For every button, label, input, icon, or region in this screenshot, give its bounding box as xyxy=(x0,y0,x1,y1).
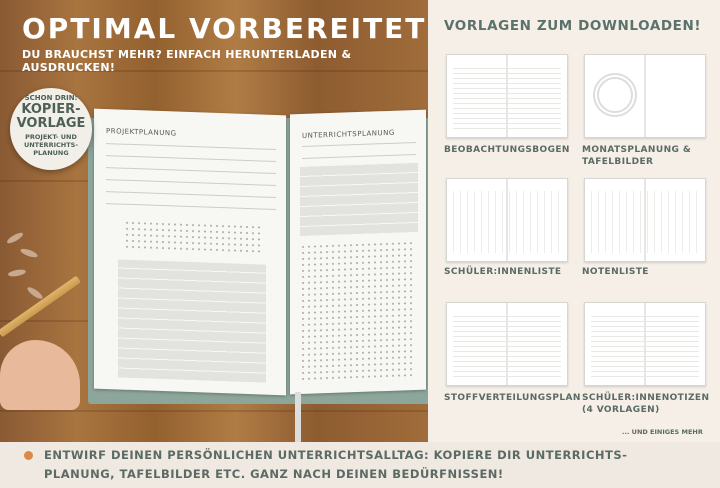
template-label: STOFFVERTEILUNGSPLAN xyxy=(444,393,581,403)
leaf-decoration xyxy=(26,285,44,300)
pencil xyxy=(0,276,81,338)
template-label: NOTENLISTE xyxy=(582,267,649,277)
table-grid xyxy=(300,162,418,236)
template-label: SCHÜLER:INNENLISTE xyxy=(444,267,562,277)
downloads-panel xyxy=(428,0,720,442)
downloads-title: VORLAGEN ZUM DOWNLOADEN! xyxy=(444,18,702,34)
bookmark-ribbon xyxy=(295,392,301,442)
bullet-dot-icon xyxy=(24,451,33,460)
open-planner-book xyxy=(80,112,428,402)
dot-grid xyxy=(300,240,416,384)
leaf-decoration xyxy=(6,231,25,245)
template-thumb-stoffverteilungsplan[interactable] xyxy=(446,302,568,386)
dot-grid xyxy=(124,220,264,255)
wood-grain xyxy=(0,410,428,412)
hero-subline: DU BRAUCHST MEHR? EINFACH HERUNTERLADEN & AUSDRUCKEN! xyxy=(22,48,352,74)
page-title: UNTERRICHTSPLANUNG xyxy=(302,128,395,140)
badge-line: SCHON DRIN: xyxy=(24,94,78,102)
template-thumb-schuelerliste[interactable] xyxy=(446,178,568,262)
template-thumb-beobachtungsbogen[interactable] xyxy=(446,54,568,138)
template-thumb-schuelernotizen[interactable] xyxy=(584,302,706,386)
hand xyxy=(0,340,80,410)
leaf-decoration xyxy=(20,247,39,259)
template-label: BEOBACHTUNGSBOGEN xyxy=(444,145,570,155)
table-grid xyxy=(118,259,266,382)
page-title: PROJEKTPLANUNG xyxy=(106,127,177,138)
included-badge xyxy=(10,88,92,170)
template-label: MONATSPLANUNG & TAFELBILDER xyxy=(582,145,692,167)
badge-line: KOPIER- VORLAGE xyxy=(16,102,86,131)
page-project-planning xyxy=(94,109,286,396)
template-label: SCHÜLER:INNENOTIZEN (4 VORLAGEN) xyxy=(582,393,710,415)
badge-line: PROJEKT- UND UNTERRICHTS-PLANUNG xyxy=(23,133,79,157)
footer-text: ENTWIRF DEINEN PERSÖNLICHEN UNTERRICHTSALLTAG: KOPIERE DIR UNTERRICHTS-PLANUNG, TAFELBILDER ETC. GANZ NACH DEINEN BEDÜRFNISSEN! xyxy=(44,448,628,481)
hero-headline: OPTIMAL VORBEREITET xyxy=(22,12,427,45)
more-templates-note: ... UND EINIGES MEHR xyxy=(622,428,703,436)
template-thumb-monatsplanung[interactable] xyxy=(584,54,706,138)
leaf-decoration xyxy=(8,268,27,277)
template-thumb-notenliste[interactable] xyxy=(584,178,706,262)
page-lesson-planning xyxy=(290,110,426,395)
